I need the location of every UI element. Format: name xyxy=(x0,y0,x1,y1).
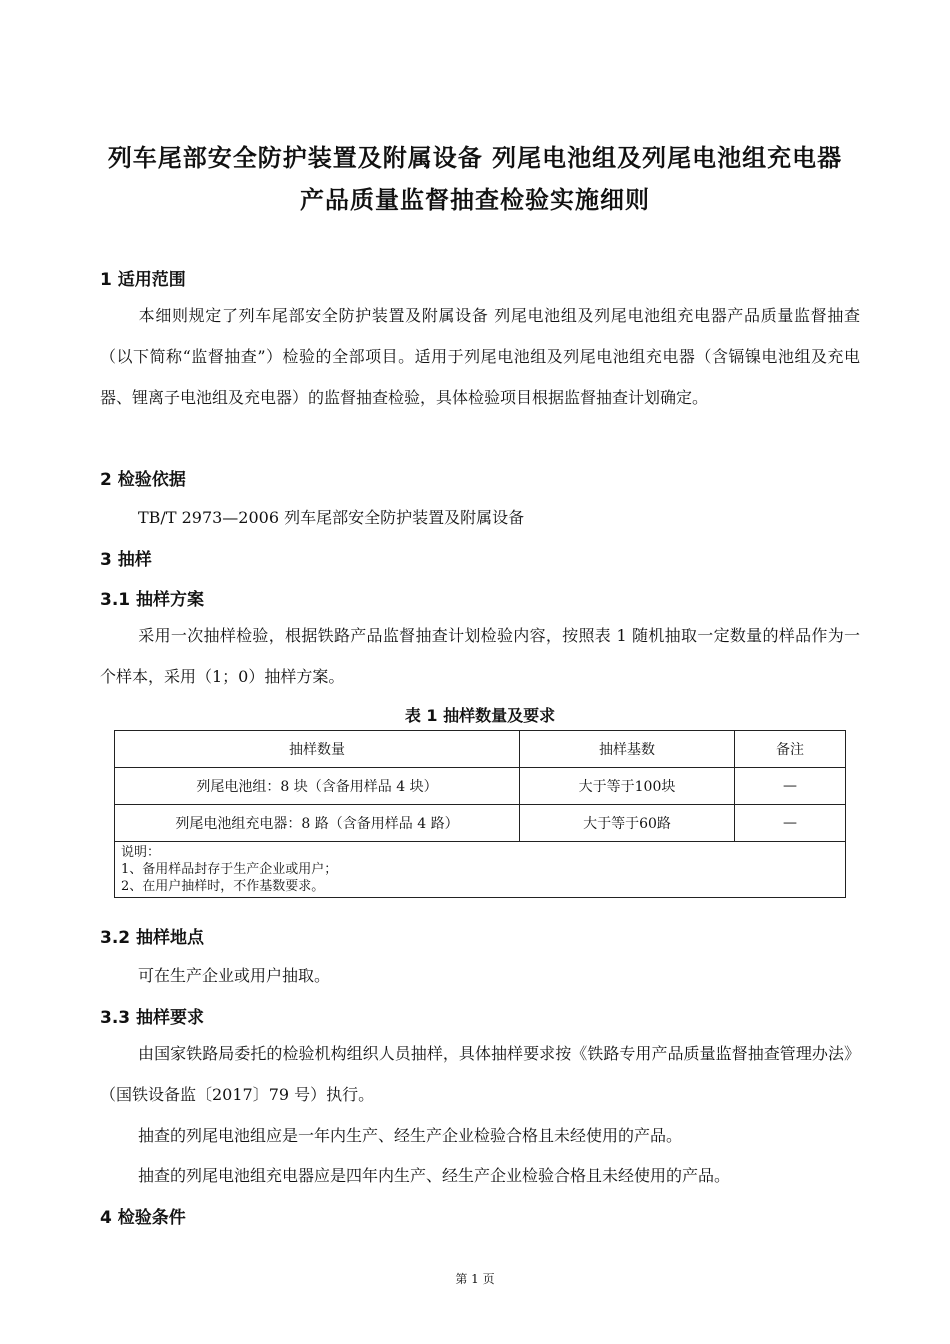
header-sample-quantity: 抽样数量 xyxy=(115,731,520,768)
table-notes-row xyxy=(115,842,846,898)
row-2-quantity: 列尾电池组充电器：8 路（含备用样品 4 路） xyxy=(115,805,520,842)
page-number: 第 1 页 xyxy=(455,1272,495,1286)
table-row xyxy=(115,805,846,842)
table-row xyxy=(115,768,846,805)
table-header-row xyxy=(115,731,846,768)
sampling-table xyxy=(114,730,846,898)
table-1-caption: 表 1 抽样数量及要求 xyxy=(404,706,556,725)
row-2-remarks: — xyxy=(735,805,846,842)
section-4-heading: 4 检验条件 xyxy=(100,1208,186,1228)
note-1: 1、备用样品封存于生产企业或用户； xyxy=(121,862,338,877)
row-1-quantity: 列尾电池组：8 块（含备用样品 4 块） xyxy=(115,768,520,805)
section-3-3-body-2: 抽查的列尾电池组应是一年内生产、经生产企业检验合格且未经使用的产品。 xyxy=(138,1126,683,1145)
section-1-body xyxy=(100,295,860,418)
section-3-1-body xyxy=(100,615,860,697)
section-3-1-heading: 3.1 抽样方案 xyxy=(100,590,205,610)
header-sample-base: 抽样基数 xyxy=(520,731,735,768)
document-title-line-1: 列车尾部安全防护装置及附属设备 列尾电池组及列尾电池组充电器 xyxy=(107,144,843,172)
section-2-heading: 2 检验依据 xyxy=(100,470,186,490)
row-1-base: 大于等于100块 xyxy=(520,768,735,805)
row-2-base: 大于等于60路 xyxy=(520,805,735,842)
section-3-3-text-1: 由国家铁路局委托的检验机构组织人员抽样，具体抽样要求按《铁路专用产品质量监督抽查管理办法》（国铁设备监〔2017〕79 号）执行。 xyxy=(100,1044,860,1104)
table-notes xyxy=(115,842,846,898)
section-3-heading: 3 抽样 xyxy=(100,550,152,570)
section-3-2-body: 可在生产企业或用户抽取。 xyxy=(138,966,331,985)
note-label: 说明： xyxy=(121,845,161,860)
section-1-text: 本细则规定了列车尾部安全防护装置及附属设备 列尾电池组及列尾电池组充电器产品质量监督抽查（以下简称“监督抽查”）检验的全部项目。适用于列尾电池组及列尾电池组充电器（含镉镍电池组及充电器、锂离子电池组及充电器）的监督抽查检验，具体检验项目根据监督抽查计划确定。 xyxy=(100,306,860,407)
document-title-line-2: 产品质量监督抽查检验实施细则 xyxy=(300,186,650,214)
section-3-2-heading: 3.2 抽样地点 xyxy=(100,928,205,948)
header-remarks: 备注 xyxy=(735,731,846,768)
section-3-1-text: 采用一次抽样检验，根据铁路产品监督抽查计划检验内容，按照表 1 随机抽取一定数量的样品作为一个样本，采用（1；0）抽样方案。 xyxy=(100,626,860,686)
section-3-3-body-3: 抽查的列尾电池组充电器应是四年内生产、经生产企业检验合格且未经使用的产品。 xyxy=(138,1166,731,1185)
section-3-3-body-1 xyxy=(100,1033,860,1115)
section-1-heading: 1 适用范围 xyxy=(100,270,186,290)
section-2-standard: TB/T 2973—2006 列车尾部安全防护装置及附属设备 xyxy=(138,508,525,527)
row-1-remarks: — xyxy=(735,768,846,805)
section-3-3-heading: 3.3 抽样要求 xyxy=(100,1008,205,1028)
note-2: 2、在用户抽样时，不作基数要求。 xyxy=(121,879,325,894)
